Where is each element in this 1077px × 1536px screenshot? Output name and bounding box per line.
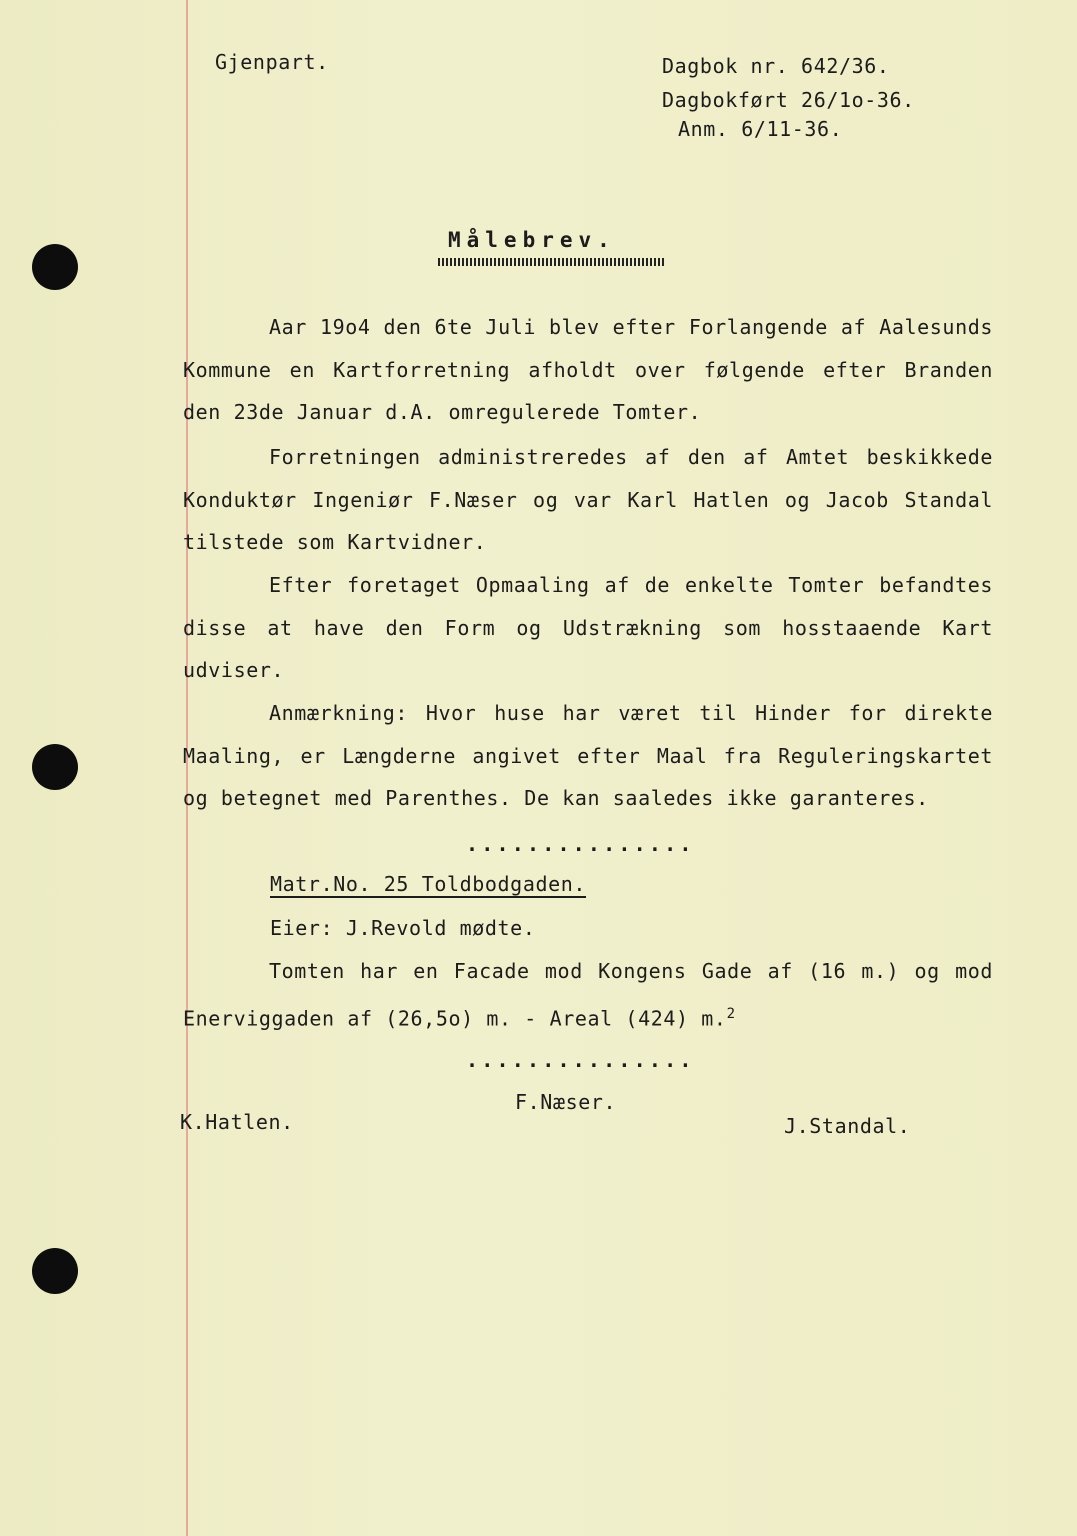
title-underline (438, 258, 666, 266)
punch-hole-top (32, 244, 78, 290)
paragraph-4: Anmærkning: Hvor huse har været til Hinder for direkte Maaling, er Længderne angivet efter Maal fra Reguleringskartet og betegnet med Parenthes. De kan saaledes ikke garanteres. (183, 701, 993, 810)
property-description-text: Tomten har en Facade mod Kongens Gade af (16 m.) og mod Enerviggaden af (26,5o) m. - Areal (424) m. (183, 959, 993, 1031)
separator-top: ............... (466, 832, 695, 856)
copy-label: Gjenpart. (215, 50, 329, 74)
signature-naeser: F.Næser. (515, 1090, 617, 1114)
signature-standal: J.Standal. (784, 1114, 911, 1138)
owner-line: Eier: J.Revold mødte. (270, 916, 536, 940)
paragraph-1: Aar 19o4 den 6te Juli blev efter Forlangende af Aalesunds Kommune en Kartforretning afholdt over følgende efter Branden den 23de Januar d.A. omregulerede Tomter. (183, 315, 993, 424)
property-heading: Matr.No. 25 Toldbodgaden. (270, 872, 587, 896)
property-description (183, 950, 993, 1040)
signature-hatlen: K.Hatlen. (180, 1110, 294, 1134)
punch-hole-middle (32, 744, 78, 790)
paragraph-2: Forretningen administreredes af den af Amtet beskikkede Konduktør Ingeniør F.Næser og var Karl Hatlen og Jacob Standal tilstede som Kartvidner. (183, 445, 993, 554)
punch-hole-bottom (32, 1248, 78, 1294)
area-superscript: 2 (726, 1005, 736, 1022)
separator-bottom: ............... (466, 1048, 695, 1072)
dagbok-date: Dagbokført 26/1o-36. (662, 88, 915, 112)
paragraph-3: Efter foretaget Opmaaling af de enkelte Tomter befandtes disse at have den Form og Udstrækning som hosstaaende Kart udviser. (183, 573, 993, 682)
document-title: Målebrev. (448, 228, 616, 252)
dagbok-number: Dagbok nr. 642/36. (662, 54, 890, 78)
annotation-date: Anm. 6/11-36. (678, 117, 843, 141)
